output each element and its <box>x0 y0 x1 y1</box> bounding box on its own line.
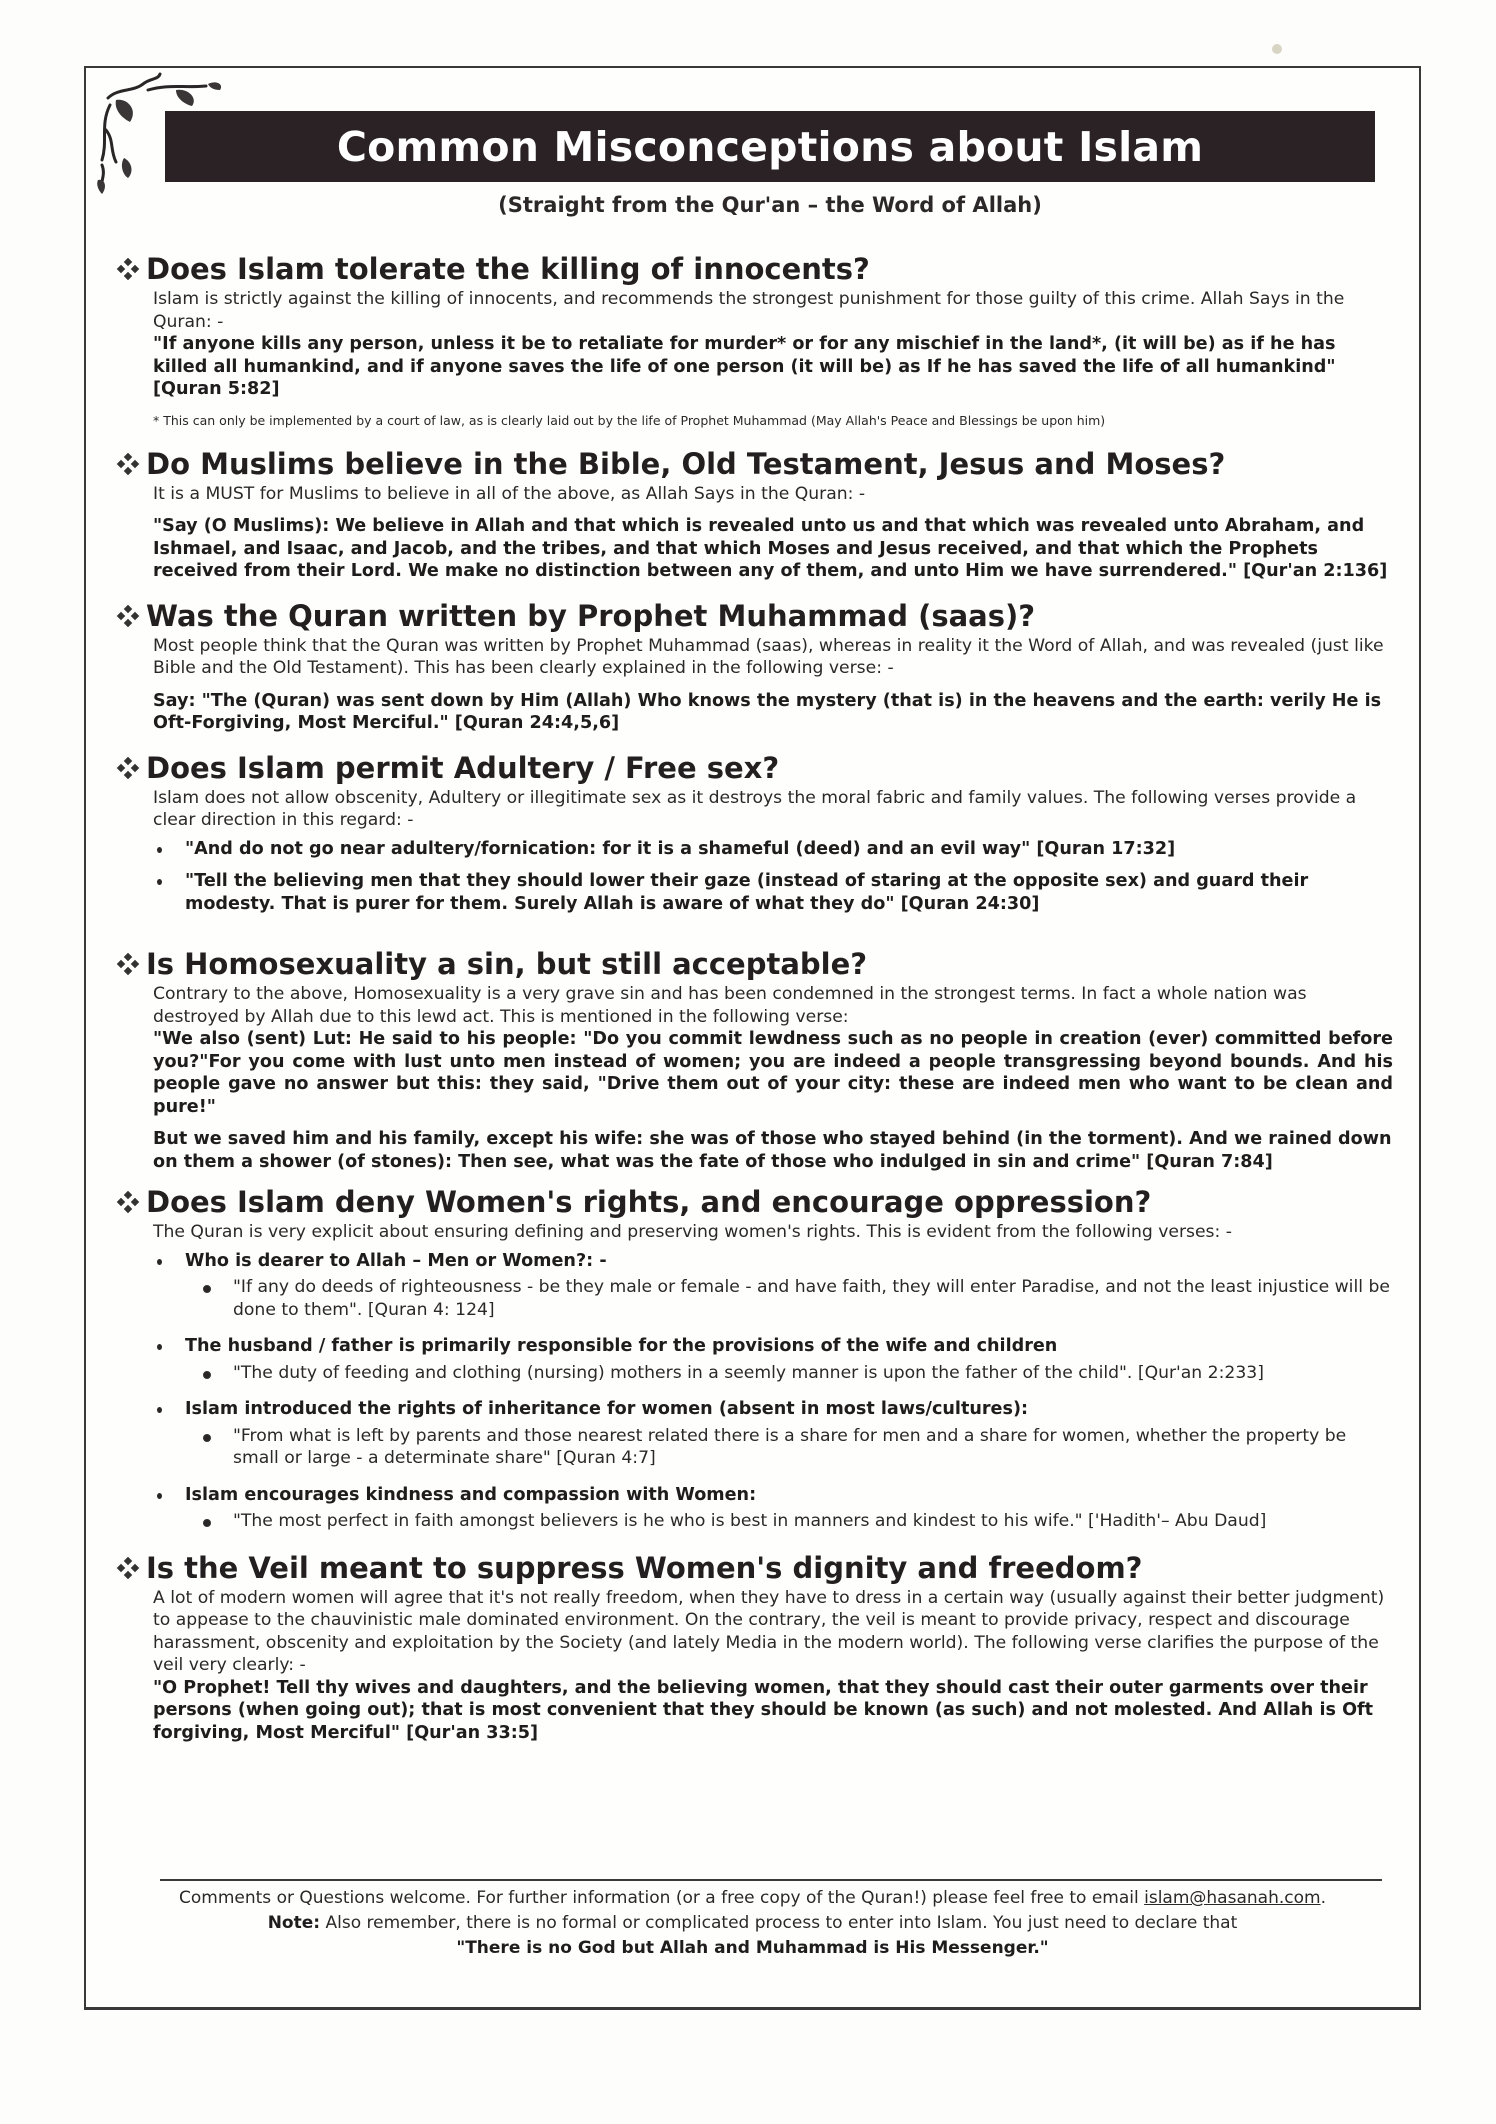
comments-line <box>110 1886 1395 1911</box>
email-link[interactable]: islam@hasanah.com <box>1144 1888 1321 1908</box>
point-detail: "The duty of feeding and clothing (nursing) mothers in a seemly manner is upon the father of the child". [Qur'an 2:233] <box>203 1362 1393 1385</box>
section-adultery <box>118 749 1393 916</box>
section-intro: Islam is strictly against the killing of innocents, and recommends the strongest punishment for those guilty of this crime. Allah Says in the Quran: - <box>153 289 1345 332</box>
section-intro: Most people think that the Quran was written by Prophet Muhammad (saas), whereas in reality it the Word of Allah, and was revealed (just like Bible and the Old Testament). This has been clearly explained in the following verse: - <box>153 635 1384 678</box>
verse-list <box>118 838 1393 916</box>
title-banner <box>165 111 1375 182</box>
point-detail-list <box>185 1276 1393 1321</box>
section-intro: The Quran is very explicit about ensuring defining and preserving women's rights. This is evident from the following verses: - <box>153 1222 1232 1242</box>
section-question <box>118 445 1393 483</box>
diamond-bullet-icon <box>118 1558 138 1578</box>
rights-point <box>153 1335 1393 1384</box>
rights-point <box>153 1398 1393 1470</box>
section-intro: It is a MUST for Muslims to believe in all of the above, as Allah Says in the Quran: - <box>153 483 866 504</box>
point-heading: The husband / father is primarily responsible for the provisions of the wife and children <box>185 1336 1058 1356</box>
section-killing-innocents <box>118 250 1393 429</box>
declaration-text: "There is no God but Allah and Muhammad is His Messenger." <box>456 1938 1049 1958</box>
page-subtitle: (Straight from the Qur'an – the Word of Allah) <box>498 193 1042 217</box>
note-line <box>110 1911 1395 1936</box>
footer <box>110 1886 1395 1961</box>
section-womens-rights <box>118 1183 1393 1533</box>
comments-text: Comments or Questions welcome. For further information (or a free copy of the Quran!) please feel free to email <box>179 1888 1139 1908</box>
footer-divider <box>160 1879 1382 1881</box>
section-intro: Islam does not allow obscenity, Adultery or illegitimate sex as it destroys the moral fabric and family values. The following verses provide a clear direction in this regard: - <box>153 787 1357 830</box>
diamond-bullet-icon <box>118 606 138 626</box>
section-question <box>118 1183 1393 1221</box>
rights-list <box>118 1250 1393 1533</box>
rights-point <box>153 1250 1393 1322</box>
section-question <box>118 749 1393 787</box>
question-text: Does Islam permit Adultery / Free sex? <box>146 750 780 785</box>
quran-quote: "If anyone kills any person, unless it be to retaliate for murder* or for any mischief in the land*, (it will be) as if he has killed all humankind, and if anyone saves the life of one person (it will be) as If he has saved the life of all humankind" [Quran 5:82] <box>153 334 1336 399</box>
diamond-bullet-icon <box>118 954 138 974</box>
quran-quote: "We also (sent) Lut: He said to his people: "Do you commit lewdness such as no people in creation (ever) committed before you?"For you come with lust unto men instead of women; you are indeed a people transgressing beyond bounds. And his people gave no answer but this: they said, "Drive them out of your city: these are indeed men who want to be clean and pure!" <box>153 1029 1393 1117</box>
rights-point <box>153 1484 1393 1533</box>
question-text: Does Islam tolerate the killing of innocents? <box>146 252 870 286</box>
quran-quote: "Say (O Muslims): We believe in Allah and that which is revealed unto us and that which was revealed unto Abraham, and Ishmael, and Isaac, and Jacob, and the tribes, and that which Moses and Jesus received, and that which the Prophets received from their Lord. We make no distinction between any of them, and unto Him we have surrendered." [Qur'an 2:136] <box>153 516 1388 581</box>
question-text: Was the Quran written by Prophet Muhammad (saas)? <box>146 598 1036 633</box>
point-detail-list <box>185 1510 1393 1533</box>
question-text: Is Homosexuality a sin, but still acceptable? <box>146 947 868 981</box>
question-text: Does Islam deny Women's rights, and encourage oppression? <box>146 1185 1152 1219</box>
point-detail: "The most perfect in faith amongst believers is he who is best in manners and kindest to his wife." ['Hadith'– Abu Daud] <box>203 1510 1393 1533</box>
declaration <box>110 1936 1395 1961</box>
punctuation: . <box>1320 1888 1326 1908</box>
quran-quote: Say: "The (Quran) was sent down by Him (Allah) Who knows the mystery (that is) in the heavens and the earth: verily He is Oft-Forgiving, Most Merciful." [Quran 24:4,5,6] <box>153 690 1382 733</box>
question-text: Do Muslims believe in the Bible, Old Testament, Jesus and Moses? <box>146 446 1226 481</box>
section-bible-jesus-moses <box>118 445 1393 583</box>
point-heading: Islam introduced the rights of inheritance for women (absent in most laws/cultures): <box>185 1399 1029 1419</box>
note-label: Note: <box>267 1913 321 1933</box>
point-detail: "If any do deeds of righteousness - be they male or female - and have faith, they will enter Paradise, and not the least injustice will be done to them". [Quran 4: 124] <box>203 1276 1393 1321</box>
section-question <box>118 250 1393 288</box>
point-heading: Who is dearer to Allah – Men or Women?: - <box>185 1250 607 1271</box>
section-question <box>118 597 1393 635</box>
section-quran-authorship <box>118 597 1393 735</box>
diamond-bullet-icon <box>118 758 138 778</box>
page-title: Common Misconceptions about Islam <box>336 122 1204 171</box>
point-heading: Islam encourages kindness and compassion with Women: <box>185 1484 757 1505</box>
question-text: Is the Veil meant to suppress Women's dignity and freedom? <box>146 1550 1143 1585</box>
point-detail: "From what is left by parents and those nearest related there is a share for men and a share for women, whether the property be small or large - a determinate share" [Quran 4:7] <box>203 1425 1393 1470</box>
content <box>118 250 1393 1744</box>
section-question <box>118 945 1393 983</box>
quran-quote-continued: But we saved him and his family, except his wife: she was of those who stayed behind (in the torment). And we rained down on them a shower (of stones): Then see, what was the fate of those who indulged in sin and crime" [Quran 7:84] <box>153 1129 1392 1172</box>
quran-quote: "O Prophet! Tell thy wives and daughters, and the believing women, that they should cast their outer garments over their persons (when going out); that is most convenient that they should be known (as such) and not molested. And Allah is Oft forgiving, Most Merciful" [Qur'an 33:5] <box>153 1677 1374 1743</box>
diamond-bullet-icon <box>118 454 138 474</box>
paper-speck <box>1272 44 1282 54</box>
footnote: * This can only be implemented by a court of law, as is clearly laid out by the life of Prophet Muhammad (May Allah's Peace and Blessings be upon him) <box>153 412 1106 428</box>
point-detail-list <box>185 1425 1393 1470</box>
diamond-bullet-icon <box>118 259 138 279</box>
verse-item: "Tell the believing men that they should lower their gaze (instead of staring at the opposite sex) and guard their modesty. That is purer for them. Surely Allah is aware of what they do" [Quran 24:30] <box>153 870 1393 915</box>
section-intro: A lot of modern women will agree that it's not really freedom, when they have to dress in a certain way (usually against their better judgment) to appease to the chauvinistic male dominated environment. On the contrary, the veil is meant to provide privacy, respect and discourage harassment, obscenity and exploitation by the Society (and lately Media in the modern world). The following verse clarifies the purpose of the veil very clearly: - <box>153 1587 1385 1675</box>
section-question <box>118 1549 1393 1587</box>
section-homosexuality <box>118 945 1393 1173</box>
note-text: Also remember, there is no formal or complicated process to enter into Islam. You just need to declare that <box>325 1913 1238 1933</box>
section-veil <box>118 1549 1393 1745</box>
point-detail-list <box>185 1362 1393 1385</box>
section-intro: Contrary to the above, Homosexuality is a very grave sin and has been condemned in the strongest terms. In fact a whole nation was destroyed by Allah due to this lewd act. This is mentioned in the following verse: <box>153 984 1307 1027</box>
verse-item: "And do not go near adultery/fornication: for it is a shameful (deed) and an evil way" [Quran 17:32] <box>153 838 1393 861</box>
diamond-bullet-icon <box>118 1192 138 1212</box>
